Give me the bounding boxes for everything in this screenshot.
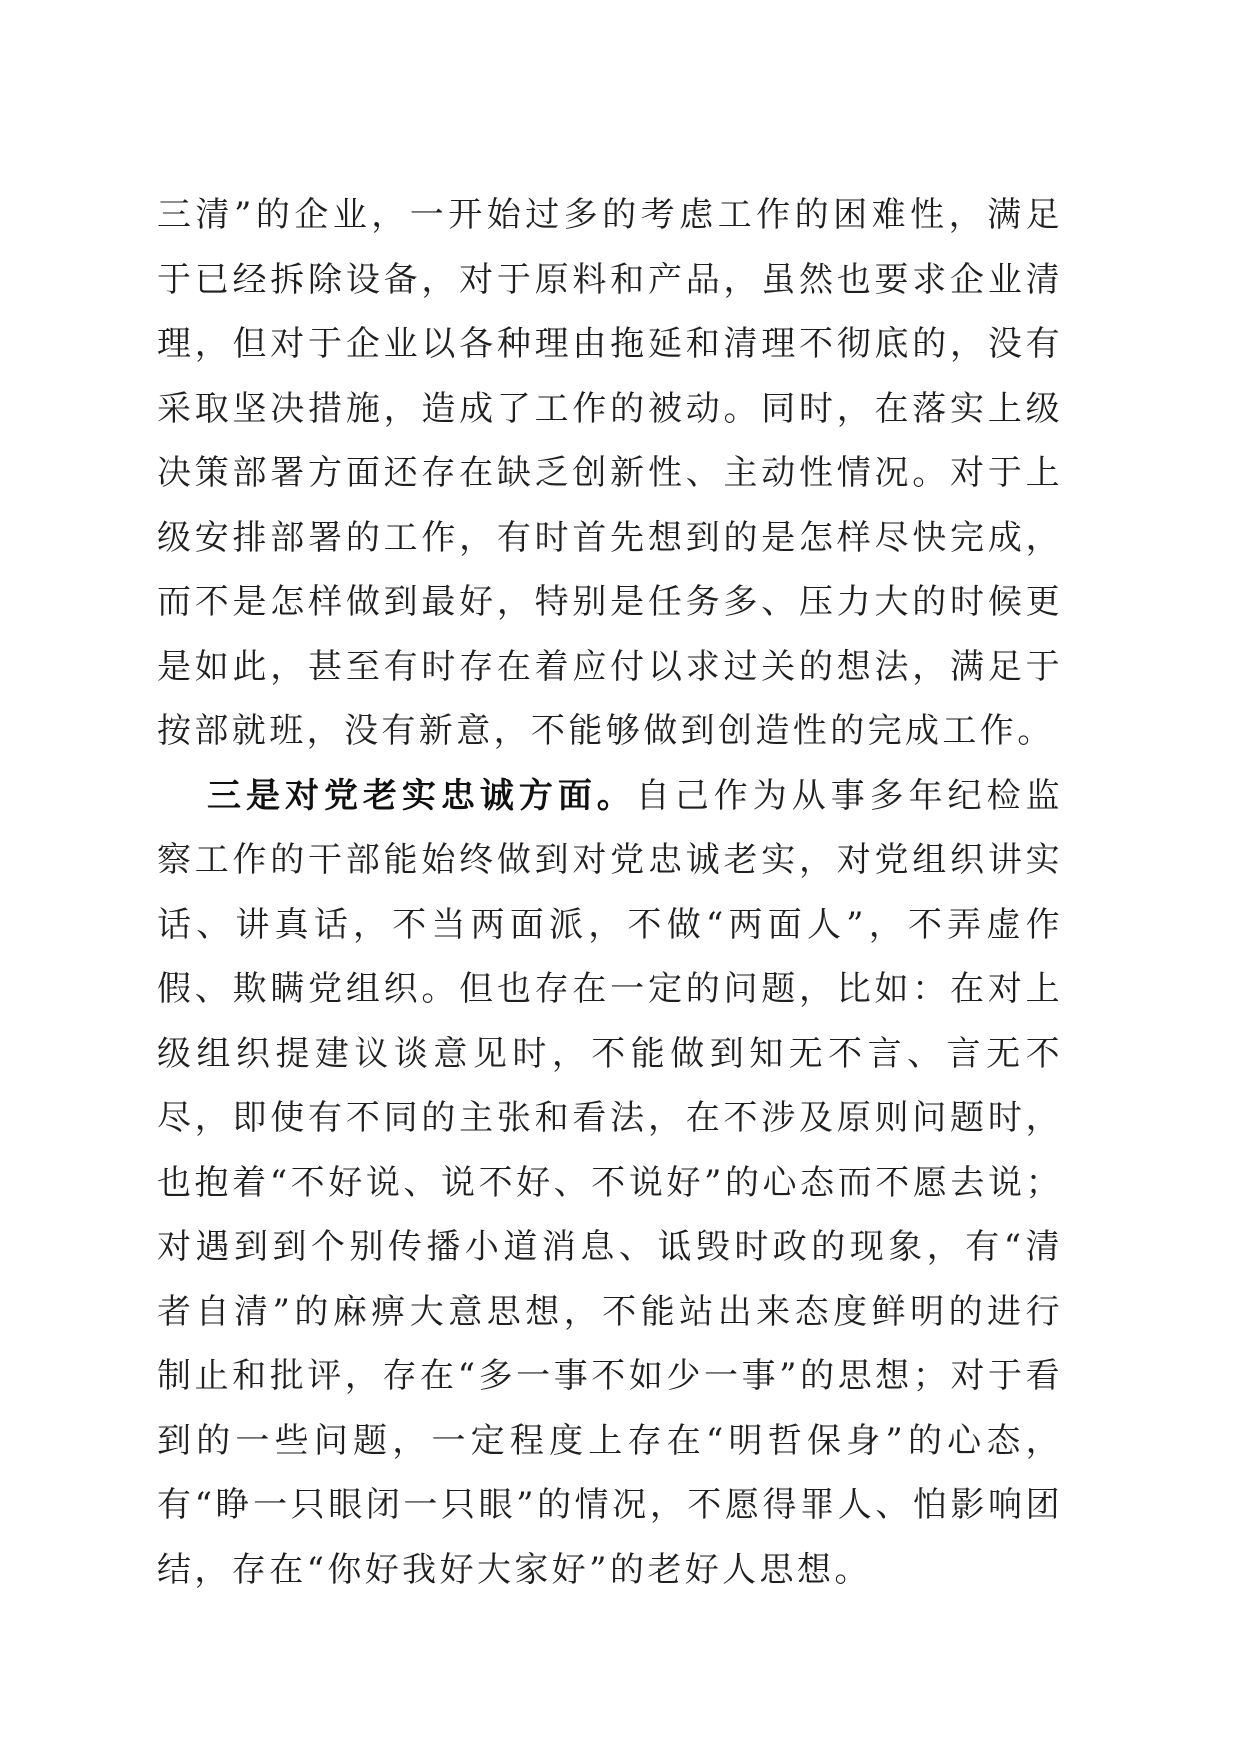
paragraph-party-loyalty (157, 764, 1063, 1603)
paragraph-heading: 三是对党老实忠诚方面。 (207, 775, 636, 816)
paragraph-text: 自己作为从事多年纪检监察工作的干部能始终做到对党忠诚老实，对党组织讲实话、讲真话，不当两面派，不做“两面人”，不弄虚作假、欺瞒党组织。但也存在一定的问题，比如：在对上级组织提建议谈意见时，不能做到知无不言、言无不尽，即使有不同的主张和看法，在不涉及原则问题时，也抱着“不好说、说不好、不说好”的心态而不愿去说；对遇到到个别传播小道消息、诋毁时政的现象，有“清者自清”的麻痹大意思想，不能站出来态度鲜明的进行制止和批评，存在“多一事不如少一事”的思想；对于看到的一些问题，一定程度上存在“明哲保身”的心态，有“睁一只眼闭一只眼”的情况，不愿得罪人、怕影响团结，存在“你好我好大家好”的老好人思想。 (157, 775, 1063, 1590)
document-body (157, 183, 1063, 1602)
paragraph-text: 三清”的企业，一开始过多的考虑工作的困难性，满足于已经拆除设备，对于原料和产品，虽然也要求企业清理，但对于企业以各种理由拖延和清理不彻底的，没有采取坚决措施，造成了工作的被动。同时，在落实上级决策部署方面还存在缺乏创新性、主动性情况。对于上级安排部署的工作，有时首先想到的是怎样尽快完成，而不是怎样做到最好，特别是任务多、压力大的时候更是如此，甚至有时存在着应付以求过关的想法，满足于按部就班，没有新意，不能够做到创造性的完成工作。 (157, 195, 1063, 751)
paragraph-continuation (157, 183, 1063, 764)
